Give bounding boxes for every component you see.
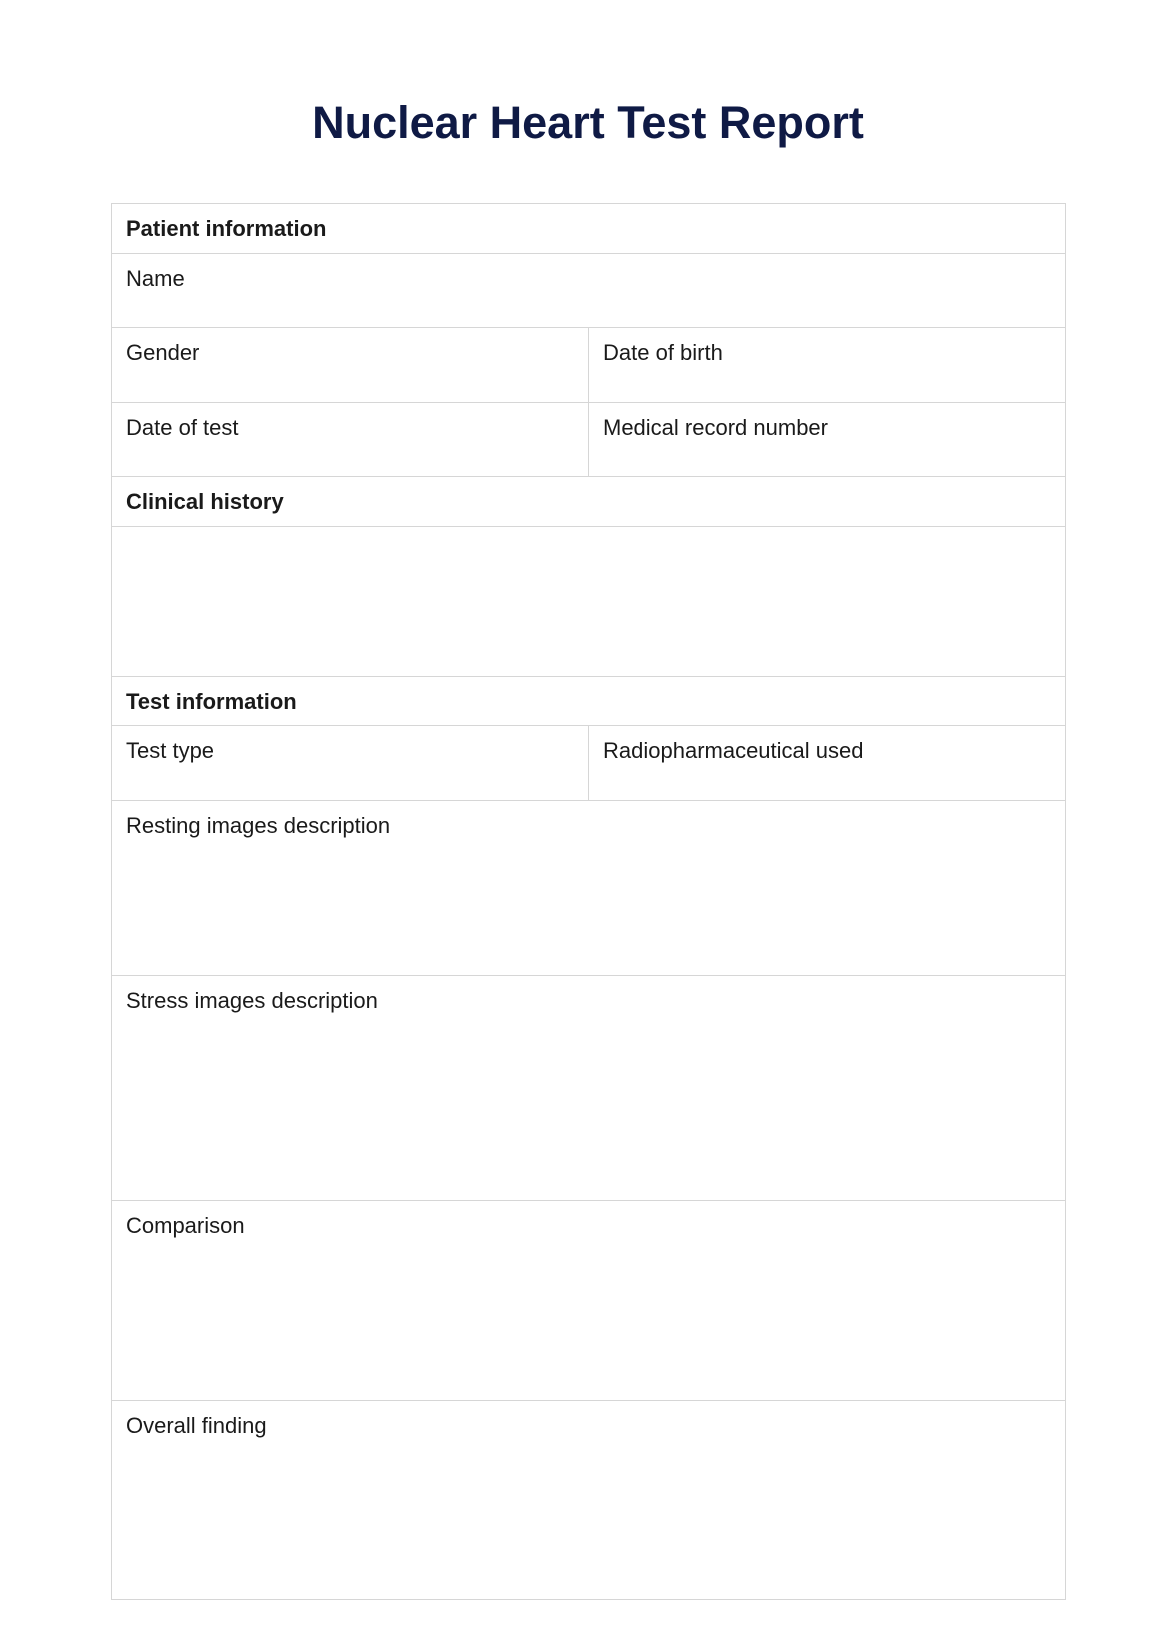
- clinical-history-row: [112, 527, 1066, 677]
- resting-images-field[interactable]: [112, 801, 1066, 976]
- mrn-label: Medical record number: [603, 415, 828, 440]
- comparison-row: [112, 1201, 1066, 1401]
- comparison-field[interactable]: [112, 1201, 1066, 1401]
- radiopharm-label: Radiopharmaceutical used: [603, 738, 864, 763]
- dob-label: Date of birth: [603, 340, 723, 365]
- test-date-mrn-row: [112, 403, 1066, 477]
- gender-label: Gender: [126, 340, 200, 365]
- resting-images-label: Resting images description: [126, 813, 391, 838]
- clinical-history-field[interactable]: [112, 527, 1066, 677]
- name-field[interactable]: [112, 254, 1066, 328]
- overall-finding-field[interactable]: [112, 1401, 1066, 1600]
- radiopharm-field[interactable]: [589, 726, 1066, 801]
- overall-finding-row: [112, 1401, 1066, 1600]
- overall-finding-label: Overall finding: [126, 1413, 267, 1438]
- clinical-history-header-row: [112, 477, 1066, 527]
- stress-images-row: [112, 976, 1066, 1201]
- test-date-label: Date of test: [126, 415, 239, 440]
- patient-info-header-row: [112, 204, 1066, 254]
- test-type-radiopharm-row: [112, 726, 1066, 801]
- name-row: [112, 254, 1066, 328]
- resting-images-row: [112, 801, 1066, 976]
- stress-images-label: Stress images description: [126, 988, 378, 1013]
- page-title: Nuclear Heart Test Report: [312, 97, 864, 148]
- dob-field[interactable]: [589, 328, 1066, 403]
- clinical-history-heading: Clinical history: [112, 477, 1066, 527]
- test-date-field[interactable]: [112, 403, 589, 477]
- comparison-label: Comparison: [126, 1213, 245, 1238]
- test-type-field[interactable]: [112, 726, 589, 801]
- patient-info-heading: Patient information: [112, 204, 1066, 254]
- gender-dob-row: [112, 328, 1066, 403]
- stress-images-field[interactable]: [112, 976, 1066, 1201]
- test-info-heading: Test information: [112, 677, 1066, 726]
- report-form-table: [111, 203, 1066, 1600]
- test-info-header-row: [112, 677, 1066, 726]
- name-label: Name: [126, 266, 185, 291]
- test-type-label: Test type: [126, 738, 215, 763]
- gender-field[interactable]: [112, 328, 589, 403]
- mrn-field[interactable]: [589, 403, 1066, 477]
